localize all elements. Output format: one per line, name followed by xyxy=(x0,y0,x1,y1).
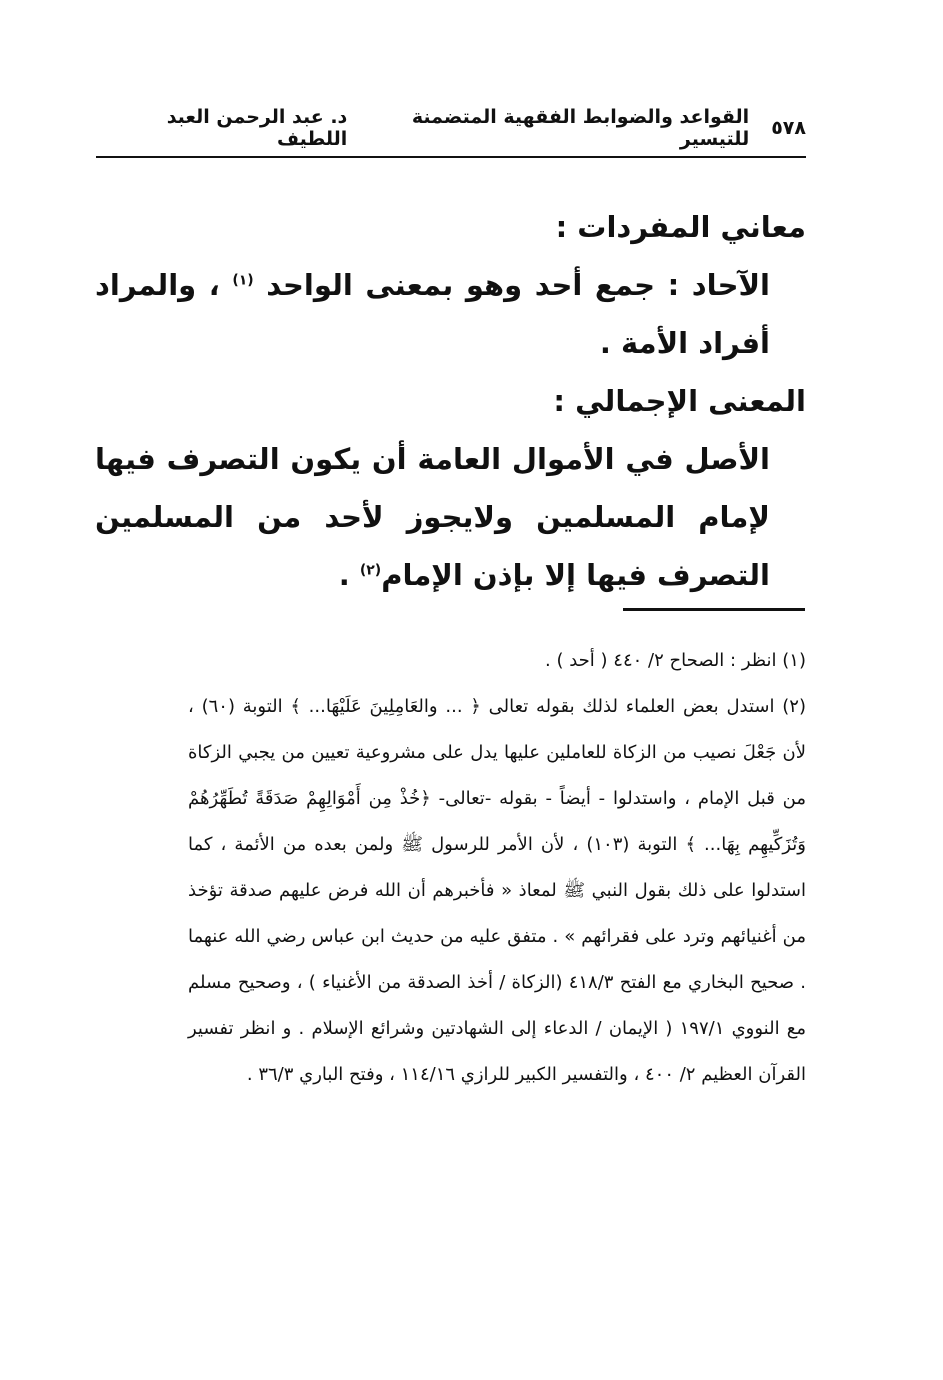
page-number: ٥٧٨ xyxy=(771,117,806,139)
general-meaning-paragraph xyxy=(95,430,806,604)
vocabulary-text: الآحاد : جمع أحد وهو بمعنى الواحد xyxy=(266,268,770,302)
running-header xyxy=(96,108,806,148)
vocabulary-paragraph xyxy=(95,256,806,372)
header-divider xyxy=(96,156,806,158)
footnote-number: (٢) xyxy=(782,696,806,717)
footnote-text: انظر : الصحاح ٢/ ٤٤٠ ( أحد ) . xyxy=(545,650,777,671)
footnote-divider xyxy=(623,608,805,611)
author-name: د. عبد الرحمن العبد اللطيف xyxy=(166,106,348,150)
footnote-2 xyxy=(188,684,806,1098)
vocabulary-tail: ، والمراد أفراد الأمة . xyxy=(95,268,770,360)
footnote-number: (١) xyxy=(782,650,806,671)
general-meaning-tail: . xyxy=(338,558,350,592)
book-title: القواعد والضوابط الفقهية المتضمنة للتيسير xyxy=(411,106,750,150)
general-meaning-text: الأصل في الأموال العامة أن يكون التصرف فيها لإمام المسلمين ولايجوز لأحد من المسلمين التصرف فيها إلا بإذن الإمام xyxy=(95,442,770,592)
vocabulary-heading: معاني المفردات : xyxy=(555,210,806,244)
footnote-ref-2: (٢) xyxy=(359,562,382,579)
main-text xyxy=(95,198,806,604)
footnote-ref-1: (١) xyxy=(232,272,254,289)
general-meaning-heading: المعنى الإجمالي : xyxy=(553,384,806,418)
footnote-text: استدل بعض العلماء لذلك بقوله تعالى ﴿ ... والعَامِلِينَ عَلَيْهَا... ﴾ التوبة (٦٠) ، لأن جَعْلَ نصيب من الزكاة للعاملين عليها يدل على مشروعية تعيين من يجبي الزكاة من قبل الإمام ، واستدلوا - أيضاً - بقوله -تعالى- ﴿خُذْ مِن أَمْوَالِهِمْ صَدَقَةً تُطَهِّرُهُمْ وَتُزَكِّيهِم بِهَا... ﴾ التوبة (١٠٣) ، لأن الأمر للرسول ﷺ ولمن بعده من الأئمة ، كما استدلوا على ذلك بقول النبي ﷺ لمعاذ « فأخبرهم أن الله فرض عليهم صدقة تؤخذ من أغنيائهم وترد على فقرائهم » . متفق عليه من حديث ابن عباس رضي الله عنهما . صحيح البخاري مع الفتح ٤١٨/٣ (الزكاة / أخذ الصدقة من الأغنياء ) ، وصحيح مسلم مع النووي ١٩٧/١ ( الإيمان / الدعاء إلى الشهادتين وشرائع الإسلام . و انظر تفسير القرآن العظيم ٢/ ٤٠٠ ، والتفسير الكبير للرازي ١١٤/١٦ ، وفتح الباري ٣٦/٣ . xyxy=(188,696,807,1085)
footnote-1 xyxy=(188,638,806,684)
footnotes-section xyxy=(188,638,806,1098)
header-title-group xyxy=(347,106,806,150)
